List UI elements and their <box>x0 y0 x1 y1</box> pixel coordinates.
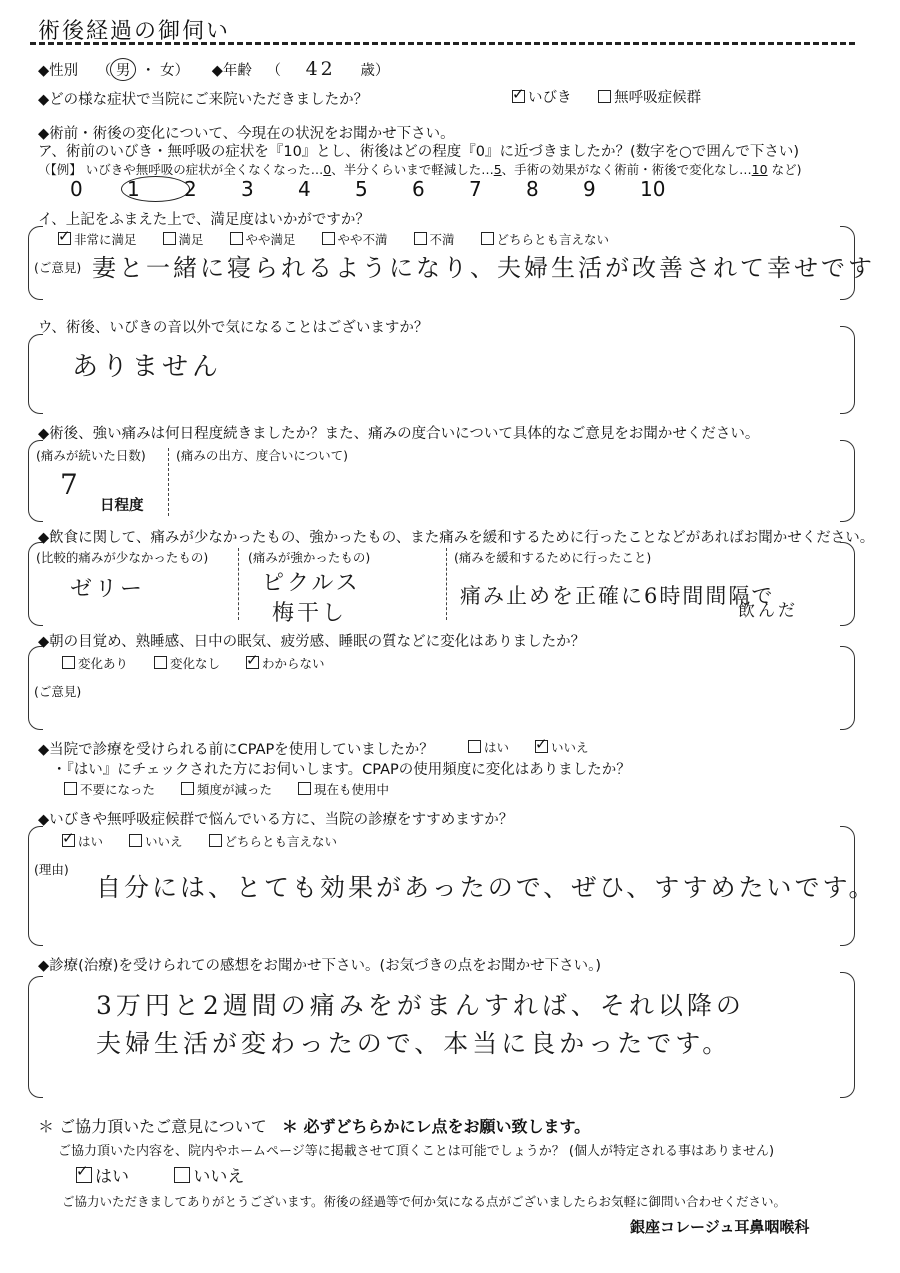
scale-1[interactable]: 1 <box>127 176 184 202</box>
option-no-longer-needed[interactable]: 不要になった <box>64 782 155 797</box>
consent-thanks: ご協力いただきましてありがとうございます。術後の経過等で何か気になる点がございましたらお気軽に御問い合わせください。 <box>62 1194 787 1209</box>
diet-strong-label: (痛みが強かったもの) <box>248 550 371 565</box>
checkbox-icon <box>535 740 548 753</box>
diet-divider-2 <box>446 548 447 620</box>
diet-strong-value-1[interactable]: ピクルス <box>262 571 361 596</box>
recommend-reason[interactable]: 自分には、とても効果があったので、ぜひ、すすめたいです。 <box>96 873 877 902</box>
morning-box-right <box>840 646 855 730</box>
checkbox-icon <box>58 232 71 245</box>
diet-question: ◆飲食に関して、痛みが少なかったもの、強かったもの、また痛みを緩和するために行ったことなどがあればお聞かせください。 <box>38 530 875 546</box>
age-value[interactable]: 42 <box>305 58 336 80</box>
age-unit: 歳 <box>360 63 375 79</box>
gender-male[interactable]: 男 <box>110 58 137 81</box>
option-recommend-yes[interactable]: ✓はい <box>62 834 103 849</box>
option-apnea[interactable]: 無呼吸症候群 <box>598 90 701 106</box>
cpap-options <box>468 738 611 756</box>
option-dissatisfied[interactable]: 不満 <box>414 232 455 247</box>
cpap-sub-question: ・『はい』にチェックされた方にお伺いします。CPAPの使用頻度に変化はありましたか？ <box>52 762 631 778</box>
satisfaction-opinion[interactable]: 妻と一緒に寝られるようになり、夫婦生活が改善されて幸せです <box>92 254 875 282</box>
scale-7[interactable]: 7 <box>469 177 482 201</box>
option-consent-yes[interactable]: ✓はい <box>76 1167 129 1187</box>
pain-question: ◆術後、強い痛みは何日程度続きましたか？また、痛みの度合いについて具体的なご意見をお聞かせください。 <box>38 426 760 442</box>
option-consent-no[interactable]: いいえ <box>174 1167 244 1187</box>
symptom-options <box>512 86 723 107</box>
recommend-reason-label: (理由) <box>34 862 69 877</box>
checkbox-icon <box>154 656 167 669</box>
gender-row: ◆性別 （ 男 ・ 女） ◆年齢 （ 42 歳） <box>38 58 390 80</box>
gender-female[interactable]: 女 <box>160 63 175 79</box>
checkbox-icon <box>181 782 194 795</box>
diet-relief-value-1[interactable]: 痛み止めを正確に6時間間隔で <box>460 584 775 608</box>
option-neither[interactable]: どちらとも言えない <box>481 232 610 247</box>
option-no-change[interactable]: 変化なし <box>154 656 220 671</box>
morning-question: ◆朝の目覚め、熟睡感、日中の眠気、疲労感、睡眠の質などに変化はありましたか？ <box>38 634 586 650</box>
option-cpap-no[interactable]: ✓ いいえ <box>535 740 589 755</box>
impression-line-1[interactable]: 3万円と2週間の痛みをがまんすれば、それ以降の <box>96 991 745 1020</box>
option-cpap-yes[interactable]: はい <box>468 740 509 755</box>
checkbox-icon <box>512 90 525 103</box>
scale-0[interactable]: 0 <box>70 177 83 201</box>
consent-options <box>76 1162 266 1187</box>
pain-days-unit: 日程度 <box>100 498 144 514</box>
change-example: （【例】 いびきや無呼吸の症状が全くなくなった…0、半分くらいまで軽減した…5、手術の効果がなく術前・術後で変化なし…10 など) <box>38 162 802 177</box>
recommend-box-left <box>28 826 43 946</box>
diet-less-value[interactable]: ゼリー <box>70 577 146 602</box>
scale-8[interactable]: 8 <box>526 177 539 201</box>
impression-line-2[interactable]: 夫婦生活が変わったので、本当に良かったです。 <box>96 1029 732 1058</box>
impression-question: ◆診療(治療)を受けられての感想をお聞かせ下さい。(お気づきの点をお聞かせ下さい。) <box>38 958 602 974</box>
pain-detail-label: (痛みの出方、度合いについて) <box>176 448 349 463</box>
checkbox-icon <box>64 782 77 795</box>
satisfaction-question: イ、上記をふまえた上で、満足度はいかがですか？ <box>38 212 370 228</box>
checkbox-icon <box>209 834 222 847</box>
satisfaction-options <box>58 230 631 248</box>
checkbox-icon <box>163 232 176 245</box>
title-divider <box>30 42 855 45</box>
satisfaction-opinion-label: (ご意見) <box>34 260 82 275</box>
option-still-using[interactable]: 現在も使用中 <box>298 782 389 797</box>
consent-question: ご協力頂いた内容を、院内やホームページ等に掲載させて頂くことは可能でしょうか？ (個人が特定される事はありません) <box>58 1144 775 1159</box>
option-somewhat-dissatisfied[interactable]: やや不満 <box>322 232 388 247</box>
scale-6[interactable]: 6 <box>412 177 425 201</box>
impression-box-right <box>840 972 855 1098</box>
diet-strong-value-2[interactable]: 梅干し <box>272 601 348 626</box>
page-title: 術後経過の御伺い <box>38 19 231 44</box>
cpap-question: ◆当院で診療を受けられる前にCPAPを使用していましたか？ <box>38 742 434 758</box>
scale-2[interactable]: 2 <box>184 177 197 201</box>
checkbox-icon <box>62 656 75 669</box>
option-less-frequent[interactable]: 頻度が減った <box>181 782 272 797</box>
age-label: ◆年齢 <box>211 63 252 79</box>
checkbox-icon <box>62 834 75 847</box>
change-scale <box>70 176 697 202</box>
diet-relief-label: (痛みを緩和するために行ったこと) <box>454 550 652 565</box>
checkbox-icon <box>322 232 335 245</box>
pain-days-label: (痛みが続いた日数) <box>36 448 146 463</box>
diet-divider-1 <box>238 548 239 620</box>
scale-5[interactable]: 5 <box>355 177 368 201</box>
option-recommend-no[interactable]: いいえ <box>129 834 183 849</box>
impression-box-left <box>28 976 43 1098</box>
checkbox-icon <box>414 232 427 245</box>
option-very-satisfied[interactable]: ✓非常に満足 <box>58 232 137 247</box>
checkbox-icon <box>230 232 243 245</box>
other-concern-question: ウ、術後、いびきの音以外で気になることはございますか？ <box>38 320 429 336</box>
checkbox-icon <box>129 834 142 847</box>
recommend-options <box>62 832 359 850</box>
option-snoring[interactable]: ✓ いびき <box>512 90 572 106</box>
checkbox-icon <box>76 1167 92 1183</box>
scale-3[interactable]: 3 <box>241 177 254 201</box>
diet-box-right <box>840 542 855 626</box>
consent-heading-1: ＊ ご協力頂いたご意見について <box>38 1117 267 1136</box>
consent-heading-2: ＊ 必ずどちらかにレ点をお願い致します。 <box>281 1117 591 1136</box>
checkbox-icon <box>298 782 311 795</box>
consent-heading <box>38 1114 590 1137</box>
recommend-question: ◆いびきや無呼吸症候群で悩んでいる方に、当院の診療をすすめますか？ <box>38 812 514 828</box>
concern-box-left <box>28 334 43 414</box>
scale-9[interactable]: 9 <box>583 177 596 201</box>
diet-relief-value-2[interactable]: 飲んだ <box>738 601 798 621</box>
option-recommend-neither[interactable]: どちらとも言えない <box>209 834 338 849</box>
change-question: ア、術前のいびき・無呼吸の症状を『10』とし、術後はどの程度『0』に近づきましたか？(数字を○で囲んで下さい) <box>38 144 799 160</box>
diet-less-label: (比較的痛みが少なかったもの) <box>36 550 209 565</box>
pain-divider <box>168 448 169 516</box>
scale-4[interactable]: 4 <box>298 177 311 201</box>
symptom-question: ◆どの様な症状で当院にご来院いただきましたか？ <box>38 92 369 108</box>
morning-options <box>62 654 347 672</box>
pain-days-value[interactable]: 7 <box>60 468 82 501</box>
cpap-sub-options <box>64 780 411 798</box>
other-concern-answer[interactable]: ありません <box>72 352 223 382</box>
checkbox-icon <box>246 656 259 669</box>
option-changed[interactable]: 変化あり <box>62 656 128 671</box>
option-satisfied[interactable]: 満足 <box>163 232 204 247</box>
option-somewhat-satisfied[interactable]: やや満足 <box>230 232 296 247</box>
clinic-name: 銀座コレージュ耳鼻咽喉科 <box>630 1218 810 1236</box>
checkbox-icon <box>481 232 494 245</box>
checkbox-icon <box>598 90 611 103</box>
gender-label: ◆性別 <box>38 63 79 79</box>
change-intro: ◆術前・術後の変化について、今現在の状況をお聞かせ下さい。 <box>38 126 455 142</box>
scale-10[interactable]: 10 <box>640 177 666 201</box>
morning-opinion-label: (ご意見) <box>34 684 82 699</box>
gender-sep: ・ <box>140 63 156 79</box>
checkbox-icon <box>174 1167 190 1183</box>
option-unknown[interactable]: ✓ わからない <box>246 656 325 671</box>
pain-box-right <box>840 440 855 522</box>
concern-box-right <box>840 326 855 414</box>
checkbox-icon <box>468 740 481 753</box>
